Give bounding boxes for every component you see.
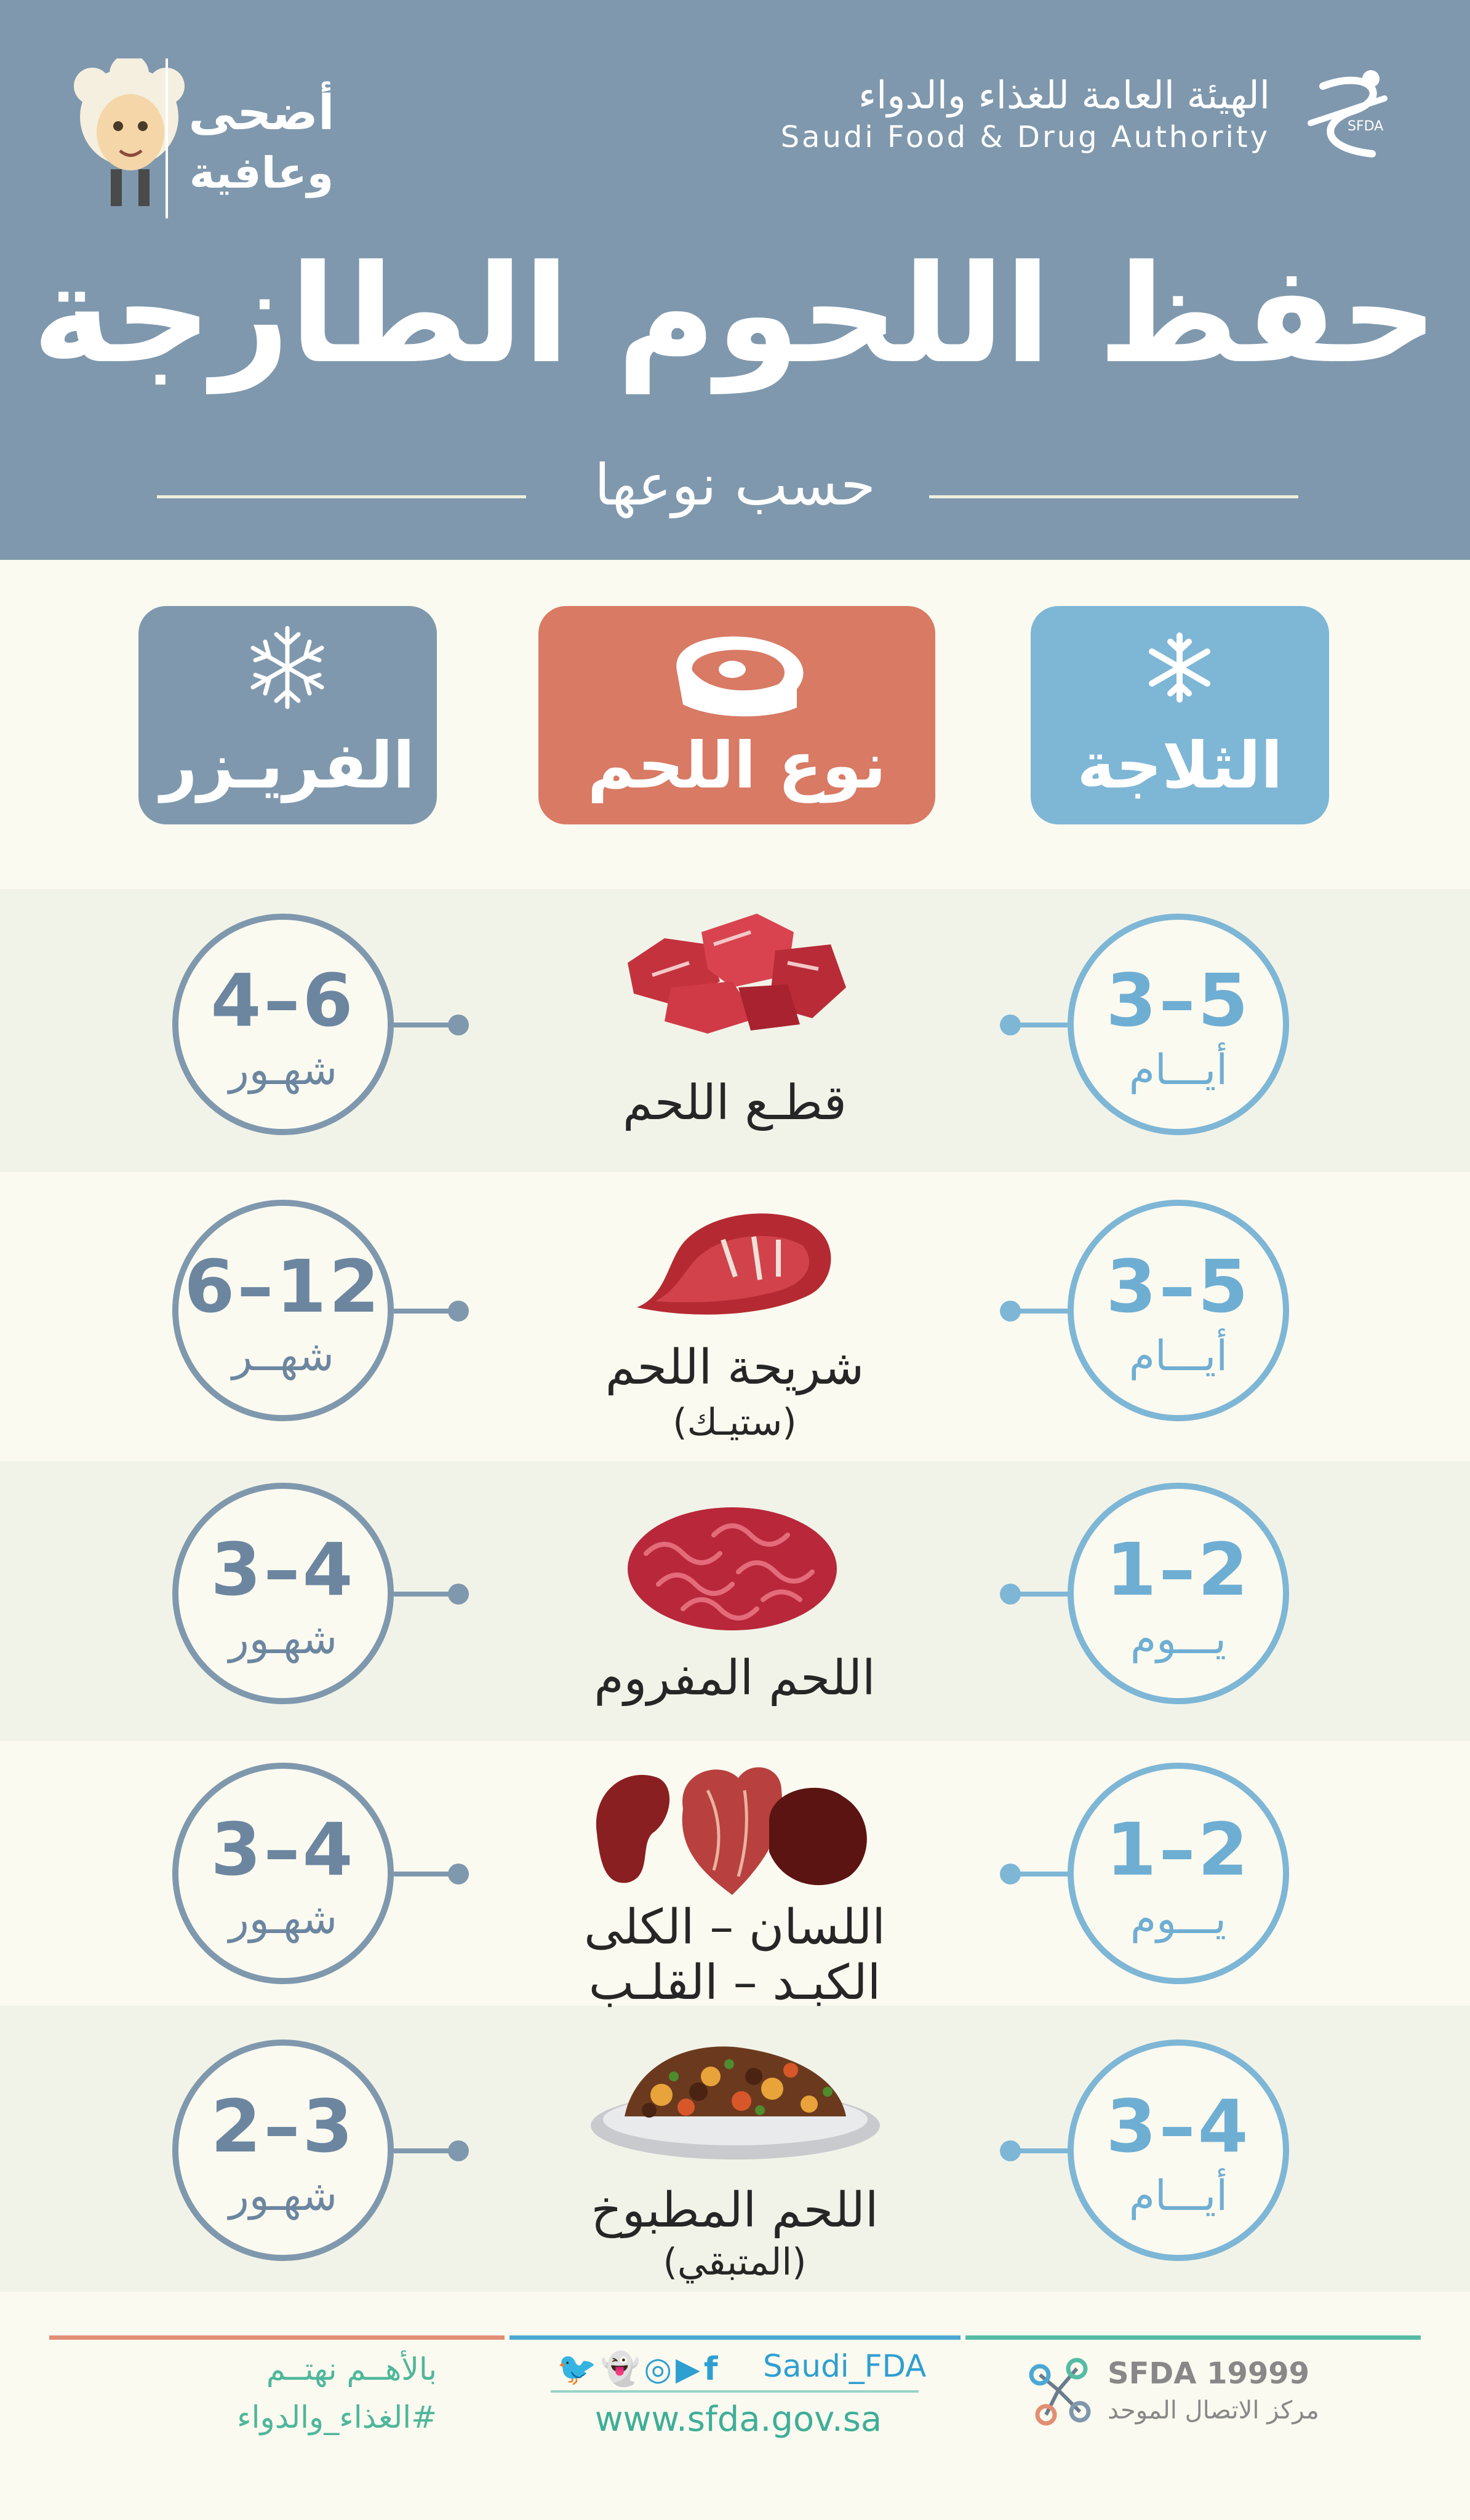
steak-icon — [658, 628, 815, 720]
freezer-unit: شهـور — [228, 1615, 338, 1664]
organ-meat-image — [585, 1753, 880, 1907]
meat-name: قطـع اللحم — [623, 1075, 847, 1131]
sfda-logo-icon — [1298, 62, 1397, 166]
freezer-unit: شهـور — [228, 2172, 338, 2220]
freezer-range: 2–3 — [210, 2084, 356, 2169]
freezer-duration-circle — [172, 914, 394, 1135]
freezer-column-header — [138, 606, 437, 824]
website-link[interactable]: www.sfda.gov.sa — [594, 2399, 882, 2439]
freezer-connector-dot — [448, 1301, 469, 1322]
footer-line-orange — [49, 2335, 505, 2340]
campaign-logo — [185, 62, 338, 215]
footer-line-green — [965, 2335, 1421, 2340]
meat-note: (ستيـك) — [673, 1401, 797, 1444]
call-center-number[interactable]: SFDA 19999 — [1108, 2356, 1310, 2391]
freezer-duration-circle — [172, 1763, 394, 1984]
meat-name: اللحم المطبوخ — [591, 2183, 879, 2238]
social-icons — [557, 2350, 722, 2388]
storage-row — [0, 889, 1470, 1172]
freezer-range: 3–4 — [210, 1807, 356, 1892]
meat-cubes-image — [615, 907, 852, 1037]
instagram-icon[interactable]: ◎ — [644, 2351, 676, 2388]
fridge-connector-dot — [1000, 1015, 1021, 1035]
storage-row — [0, 1172, 1470, 1461]
fridge-duration-circle — [1068, 1200, 1289, 1421]
fridge-connector-dot — [1000, 1584, 1021, 1605]
meat-type-column-label: نوع اللحم — [587, 728, 887, 803]
freezer-duration-circle — [172, 2040, 394, 2261]
freezer-connector-dot — [448, 1864, 469, 1884]
freezer-connector-dot — [448, 1584, 469, 1605]
svg-text:SFDA: SFDA — [1348, 119, 1384, 134]
call-center-hub-icon — [1021, 2350, 1095, 2430]
twitter-icon[interactable]: 🐦 — [557, 2351, 601, 2388]
meat-type-column-header — [538, 606, 935, 824]
freezer-column-label: الفريـزر — [160, 728, 415, 803]
snowflake-icon — [1143, 631, 1216, 704]
footer-line-blue — [509, 2335, 961, 2340]
meat-name: اللحم المفروم — [594, 1651, 876, 1706]
fridge-unit: أيـــام — [1128, 2172, 1228, 2220]
cooked-meat-image — [588, 2033, 883, 2166]
youtube-icon[interactable]: ▶ — [675, 2351, 704, 2388]
footer-underline — [551, 2390, 919, 2393]
fridge-range: 1–2 — [1106, 1527, 1251, 1612]
campaign-hashtag[interactable]: #الغذاء_والدواء — [237, 2399, 437, 2435]
campaign-slogan: بالأهــم نهتــم — [266, 2351, 437, 2387]
storage-row — [0, 1461, 1470, 1741]
header-divider — [166, 58, 168, 218]
snowflake-outline-icon — [244, 624, 330, 711]
fridge-range: 1–2 — [1106, 1807, 1251, 1892]
fridge-range: 3–5 — [1106, 1244, 1251, 1329]
fridge-duration-circle — [1068, 1763, 1289, 1984]
call-center-label: مركز الاتصال الموحد — [1108, 2396, 1319, 2425]
svg-text:أضحى: أضحى — [188, 86, 335, 141]
fridge-range: 3–4 — [1106, 2084, 1251, 2169]
fridge-duration-circle — [1068, 1483, 1289, 1704]
storage-row — [0, 2006, 1470, 2292]
fridge-unit: يـــوم — [1130, 1615, 1226, 1664]
freezer-duration-circle — [172, 1200, 394, 1421]
snapchat-icon[interactable]: 👻 — [600, 2351, 644, 2388]
freezer-range: 6–12 — [184, 1244, 382, 1329]
freezer-connector-dot — [448, 2140, 469, 2161]
page-title: حفظ اللحوم الطازجة — [32, 236, 1438, 393]
social-handle[interactable]: Saudi_FDA — [763, 2348, 927, 2384]
freezer-connector-line — [394, 1023, 461, 1027]
freezer-unit: شهـور — [228, 1895, 338, 1944]
fridge-unit: أيـــام — [1128, 1046, 1228, 1095]
svg-text:وعافية: وعافية — [189, 148, 334, 198]
fridge-unit: أيـــام — [1128, 1332, 1228, 1381]
meat-name: اللسان – الكلى — [584, 1900, 885, 1955]
freezer-duration-circle — [172, 1483, 394, 1704]
fridge-duration-circle — [1068, 914, 1289, 1135]
fridge-column-header — [1031, 606, 1329, 824]
freezer-range: 4–6 — [210, 958, 356, 1043]
meat-name: شريحة اللحم — [605, 1340, 865, 1395]
storage-row — [0, 1741, 1470, 2011]
page-subtitle: حسب نوعها — [594, 452, 876, 518]
freezer-unit: شهـور — [228, 1046, 338, 1095]
facebook-icon[interactable]: f — [703, 2351, 722, 2388]
fridge-connector-dot — [1000, 1301, 1021, 1322]
fridge-unit: يـــوم — [1130, 1895, 1226, 1944]
fridge-column-label: الثلاجة — [1077, 728, 1283, 803]
fridge-connector-dot — [1000, 1864, 1021, 1884]
meat-note: الكبـد – القلـب — [588, 1955, 881, 2011]
minced-meat-image — [621, 1504, 843, 1633]
authority-name-arabic: الهيئة العامة للغذاء والدواء — [858, 73, 1270, 118]
freezer-unit: شهــر — [232, 1332, 334, 1381]
meat-note: (المتبقي) — [663, 2241, 807, 2284]
fridge-range: 3–5 — [1106, 958, 1251, 1043]
fridge-duration-circle — [1068, 2040, 1289, 2261]
freezer-range: 3–4 — [210, 1527, 356, 1612]
fridge-connector-dot — [1000, 2140, 1021, 2161]
sheep-mascot-icon — [74, 58, 185, 212]
authority-name-english: Saudi Food & Drug Authority — [780, 120, 1270, 154]
